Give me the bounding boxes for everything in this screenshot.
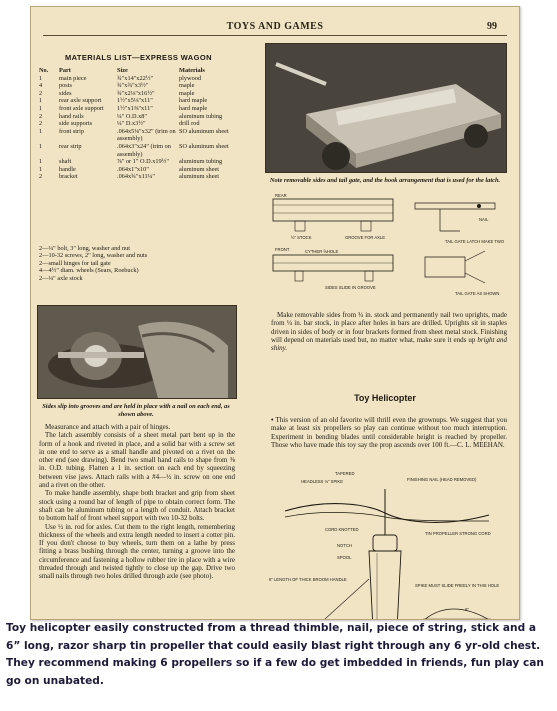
- materials-cell: 1: [39, 165, 43, 173]
- materials-body: [39, 75, 239, 181]
- materials-row: [39, 105, 239, 113]
- label-spool: SPOOL: [337, 555, 352, 560]
- right-column: [243, 43, 519, 640]
- materials-cell: .064x5⅛"x32" (trim on assembly): [117, 127, 176, 143]
- materials-cell: .064x3"x24" (trim on assembly): [117, 142, 171, 158]
- label-finishing-nail: FINISHING NAIL (HEAD REMOVED): [407, 477, 477, 482]
- label-nail: NAIL: [479, 217, 489, 222]
- materials-cell: posts: [59, 82, 72, 90]
- materials-row: [39, 128, 239, 143]
- materials-row: [39, 173, 239, 181]
- materials-cell: ¾"x14"x22½": [117, 74, 154, 82]
- materials-row: [39, 143, 239, 158]
- page-number: 99: [487, 21, 497, 32]
- sides-paragraph: Make removable sides from ¾ in. stock and permanently nail two uprights, made from ¼ in. bar stock, in place after holes in bars are drilled. Uprights sit in staples driven in sides of body or in four brackets formed from sheet metal stock. Finishing will depend on materials used but, no matter what, make sure it ends up: [271, 311, 507, 344]
- left-photo-caption: Sides slip into grooves and are held in place with a nail on each end, as shown above.: [42, 403, 230, 418]
- materials-row: [39, 90, 239, 98]
- materials-cell: rear axle support: [59, 97, 102, 105]
- materials-cell: ¾"x2⅛"x16½": [117, 89, 155, 97]
- label-tail-gate: TAIL GATE AS SHOWN: [455, 291, 500, 296]
- bullet-icon: •: [271, 416, 276, 424]
- materials-title: MATERIALS LIST—EXPRESS WAGON: [65, 53, 212, 62]
- label-headless-spike: HEADLESS ⅛" SPIKE: [301, 479, 343, 484]
- materials-cell: aluminum sheet: [179, 165, 220, 173]
- materials-cell: 2: [39, 112, 43, 120]
- materials-column-header: Part: [59, 67, 71, 74]
- materials-cell: shaft: [59, 158, 72, 166]
- materials-row: [39, 120, 239, 128]
- materials-cell: plywood: [179, 74, 202, 82]
- materials-cell: 1: [39, 158, 43, 166]
- materials-table: [39, 67, 239, 181]
- materials-row: [39, 113, 239, 121]
- materials-row: [39, 97, 239, 105]
- materials-cell: 1: [39, 142, 43, 150]
- article-paragraph: To make handle assembly, shape both bracket and grip from sheet stock using a round bar of length of pipe to obtain correct form. The shaft can be aluminum tubing or a length of conduit. Attach bracket to bottom half of front wheel support with two 10-32 bolts.: [39, 489, 235, 523]
- materials-cell: handle: [59, 165, 76, 173]
- label-tapered: TAPERED: [335, 471, 355, 476]
- materials-cell: front strip: [59, 127, 85, 135]
- helicopter-paragraph: This version of an old favorite will thrill even the grownups. We suggest that you make at least six propellers so play can continue without too much interruption. Experiment in bending blades until considerable height is reached by propeller. Those who have made this toy say the prop ascends over 100 ft.—C. L. MEEHAN.: [271, 416, 507, 449]
- materials-cell: rear strip: [59, 142, 82, 150]
- materials-cell: aluminum tubing: [179, 158, 223, 166]
- label-cotter: CYTHER ⅝HOLE: [305, 249, 339, 254]
- label-rear: REAR: [275, 193, 287, 198]
- materials-note: 2—small hinges for tail gate: [39, 259, 111, 267]
- article-paragraph: The latch assembly consists of a sheet metal part bent up in the form of a hook and riveted in place, and a solid bar with a screw set in one end to serve as a small handle and pivoted on a rivet on the other end (see drawing). Bend two small hand rails to shape from ⅜ in. O.D. tubing. Flatten a 1 in. section on each end by squeezing between vise jaws. Attach rails with a #4—½ in. screw on one end and a rivet on the other.: [39, 431, 235, 490]
- materials-column-header: Materials: [179, 67, 205, 74]
- annotation-caption: Toy helicopter easily constructed from a thread thimble, nail, piece of string, stick and a 6” long, razor sharp tin propeller that could easily blast right through any 6 yr-old chest. They recommend making 6 propellers so if a few do get imbedded in friends, fun play can go on unabated.: [6, 622, 544, 687]
- materials-row: [39, 75, 239, 83]
- materials-note: 2—10-32 screws, 2" long, washer and nuts: [39, 252, 148, 260]
- article-paragraph: Measurance and attach with a pair of hinges.: [45, 423, 171, 431]
- materials-cell: ¼" D.x3½": [117, 120, 146, 128]
- materials-cell: hard maple: [179, 97, 208, 105]
- materials-cell: ¾"x¾"x3½": [117, 82, 149, 90]
- article-paragraph: Use ½ in. rod for axles. Cut them to the right length, remembering thickness of the wheels and extra length needed to insert a cotter pin. If you don't choose to buy wheels, turn them on a lathe by press fitting a brass bushing through the center, turning a groove into the circumference and fastening a hollow rubber tire in place with a wire threaded through and twisted tightly to close up the gap. Drive two small nails through two holes drilled through axle (see photo).: [39, 522, 235, 581]
- header-rule: [43, 35, 507, 36]
- materials-cell: ¼" O.D.x8": [117, 112, 147, 120]
- label-rear-axle: ½" STOCK: [291, 235, 312, 240]
- page-header: [31, 21, 519, 35]
- materials-cell: 1½"x1⅜"x11": [117, 104, 153, 112]
- materials-cell: hard maple: [179, 104, 208, 112]
- materials-cell: 1: [39, 74, 43, 82]
- materials-row: [39, 82, 239, 90]
- materials-cell: aluminum tubing: [179, 112, 223, 120]
- running-title: TOYS AND GAMES: [226, 21, 324, 32]
- materials-cell: SO aluminum sheet: [179, 142, 229, 150]
- left-column: [31, 43, 243, 619]
- materials-cell: front axle support: [59, 104, 104, 112]
- sides-paragraph-emphasis: bright and shiny.: [271, 335, 508, 353]
- materials-header-row: [39, 67, 239, 75]
- label-notch: NOTCH: [337, 543, 352, 548]
- label-front: FRONT: [275, 247, 290, 252]
- materials-cell: aluminum sheet: [179, 173, 220, 181]
- materials-row: [39, 166, 239, 174]
- right-photo-caption: Note removable sides and tail gate, and the hook arrangement that is used for the latch.: [269, 177, 501, 184]
- materials-cell: 1: [39, 127, 43, 135]
- materials-cell: 1: [39, 97, 43, 105]
- wagon-illustration: [266, 44, 506, 172]
- helicopter-text: [271, 409, 507, 456]
- materials-cell: 2: [39, 173, 43, 181]
- label-six-inch: 6": [465, 607, 469, 612]
- materials-cell: 2: [39, 120, 43, 128]
- materials-notes: [39, 245, 229, 282]
- latch-assembly-drawing: [265, 191, 505, 301]
- label-tin-propeller: TIN PROPELLER STRONG CORD: [425, 531, 491, 536]
- materials-cell: main piece: [59, 74, 87, 82]
- materials-cell: .064x1"x10": [117, 165, 149, 173]
- wagon-photo: [265, 43, 507, 173]
- materials-cell: drill rod: [179, 120, 200, 128]
- materials-cell: bracket: [59, 173, 78, 181]
- left-article-text: [39, 423, 235, 581]
- materials-note: 4—4½" diam. wheels (Sears, Roebuck): [39, 267, 139, 275]
- materials-cell: 1: [39, 104, 43, 112]
- materials-column-header: No.: [39, 67, 49, 74]
- materials-cell: maple: [179, 89, 195, 97]
- label-spike-slide: SPIKE MUST SLIDE FREELY IN THIS HOLE: [415, 583, 500, 588]
- materials-column-header: Size: [117, 67, 128, 74]
- materials-cell: maple: [179, 82, 195, 90]
- materials-row: [39, 158, 239, 166]
- materials-cell: 1½"x5⅛"x11": [117, 97, 153, 105]
- materials-cell: SO aluminum sheet: [179, 127, 229, 135]
- helicopter-heading: Toy Helicopter: [354, 393, 416, 403]
- materials-cell: hand rails: [59, 112, 84, 120]
- helicopter-drawing: TAPERED HEADLESS ⅛" SPIKE FINISHING NAIL (HEAD REMOVED) TIN PROPELLER STRONG CORD CORD KNOTTED NOTCH SPOOL 6" LENGTH OF THICK BROOM HANDLE SPIKE MUST SLIDE FREELY IN THIS HOLE 6" PROPELLER DIMENSIONS: [269, 471, 500, 640]
- wheel-axle-photo: [37, 305, 237, 399]
- label-cord-knotted: CORD KNOTTED: [325, 527, 359, 532]
- materials-cell: 2: [39, 89, 43, 97]
- label-broom-handle: 6" LENGTH OF THICK BROOM HANDLE: [269, 577, 347, 582]
- right-article-text: [271, 311, 507, 352]
- hand-axle-illustration: [38, 306, 236, 398]
- label-sides-slide: SIDES SLIDE IN GROOVE: [325, 285, 376, 290]
- magazine-page: [30, 6, 520, 640]
- materials-cell: .064x¾"x11¼": [117, 173, 155, 181]
- label-groove: GROOVE FOR AXLE: [345, 235, 386, 240]
- materials-cell: ⅞" or 1" O.D.x19½": [117, 158, 169, 166]
- materials-note: 2—¼" axle stock: [39, 274, 83, 282]
- label-latch: TAIL GATE LATCH MAKE TWO: [445, 239, 505, 244]
- materials-cell: 4: [39, 82, 43, 90]
- materials-cell: side supports: [59, 120, 93, 128]
- materials-note: 2—¼" bolt, 3" long, washer and nut: [39, 245, 131, 252]
- materials-cell: sides: [59, 89, 72, 97]
